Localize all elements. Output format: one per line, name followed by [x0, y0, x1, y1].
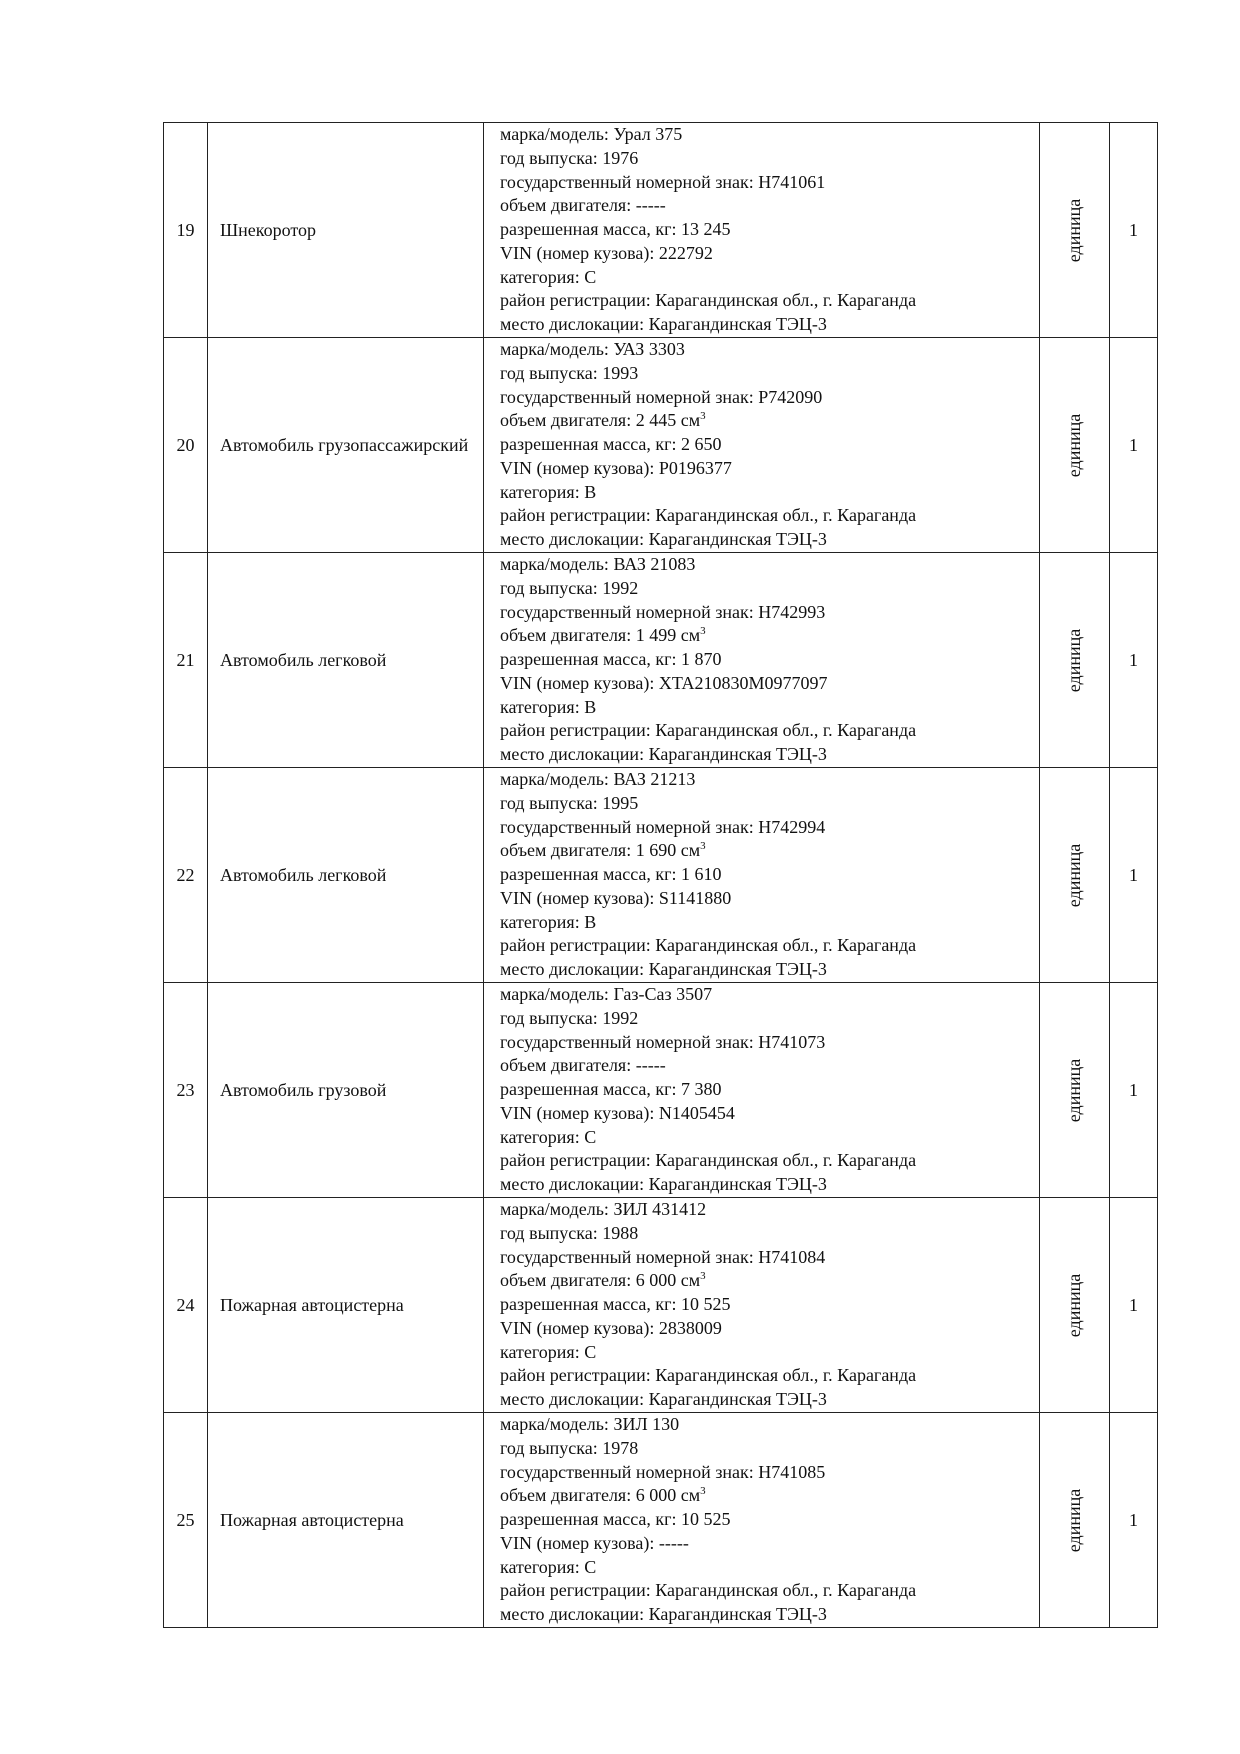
vehicle-name: Пожарная автоцистерна	[208, 1198, 484, 1413]
detail-label: государственный номерной знак:	[500, 1461, 759, 1482]
detail-label: государственный номерной знак:	[500, 816, 759, 837]
detail-plate	[500, 386, 1033, 410]
unit-cell	[1040, 1198, 1110, 1413]
detail-label: район регистрации:	[500, 1580, 656, 1601]
vehicle-name: Автомобиль легковой	[208, 768, 484, 983]
detail-region	[500, 934, 1033, 958]
vehicle-name: Автомобиль грузовой	[208, 983, 484, 1198]
detail-label: VIN (номер кузова):	[500, 242, 659, 263]
detail-label: категория:	[500, 696, 585, 717]
vehicle-details	[484, 123, 1040, 338]
detail-year	[500, 792, 1033, 816]
detail-label: VIN (номер кузова):	[500, 672, 659, 693]
unit-label: единица	[1064, 198, 1084, 262]
detail-value: ЗИЛ 130	[613, 1414, 680, 1435]
vehicle-details	[484, 983, 1040, 1198]
detail-label: государственный номерной знак:	[500, 1031, 759, 1052]
detail-brand-model	[500, 338, 1033, 362]
detail-year	[500, 1437, 1033, 1461]
detail-label: место дислокации:	[500, 958, 649, 979]
row-number: 20	[164, 338, 208, 553]
detail-region	[500, 719, 1033, 743]
detail-value: В	[584, 911, 597, 932]
detail-engine	[500, 1484, 1033, 1508]
detail-vin	[500, 1102, 1033, 1126]
vehicle-details	[484, 553, 1040, 768]
detail-label: год выпуска:	[500, 793, 603, 814]
detail-category	[500, 911, 1033, 935]
detail-value: 1 610	[681, 864, 722, 885]
row-number: 24	[164, 1198, 208, 1413]
detail-value: 1 870	[681, 649, 722, 670]
detail-region	[500, 1579, 1033, 1603]
detail-region	[500, 1149, 1033, 1173]
detail-value: P742090	[758, 386, 823, 407]
detail-value: 1976	[602, 148, 639, 169]
quantity: 1	[1110, 768, 1158, 983]
detail-value: Карагандинская обл., г. Караганда	[655, 1365, 917, 1386]
table-row	[164, 1198, 1158, 1413]
detail-value: 222792	[658, 242, 713, 263]
detail-value: 1 690	[635, 840, 677, 861]
detail-value: ВАЗ 21213	[613, 769, 696, 790]
engine-unit: см	[680, 625, 701, 646]
detail-vin	[500, 457, 1033, 481]
detail-mass	[500, 863, 1033, 887]
detail-region	[500, 289, 1033, 313]
detail-mass	[500, 218, 1033, 242]
quantity: 1	[1110, 553, 1158, 768]
detail-label: VIN (номер кузова):	[500, 887, 659, 908]
detail-value: 1992	[602, 1008, 639, 1029]
row-number: 19	[164, 123, 208, 338]
detail-label: разрешенная масса, кг:	[500, 649, 682, 670]
detail-location	[500, 743, 1033, 767]
detail-value: 6 000	[635, 1485, 677, 1506]
detail-value: 1993	[602, 363, 639, 384]
detail-value: С	[584, 1126, 597, 1147]
detail-location	[500, 1603, 1033, 1627]
detail-brand-model	[500, 1413, 1033, 1437]
detail-value: 1992	[602, 578, 639, 599]
detail-value: 2838009	[658, 1317, 722, 1338]
detail-brand-model	[500, 768, 1033, 792]
vehicle-details	[484, 1413, 1040, 1628]
detail-value: Карагандинская ТЭЦ-3	[648, 528, 827, 549]
detail-engine	[500, 409, 1033, 433]
detail-value: Карагандинская ТЭЦ-3	[648, 313, 827, 334]
quantity: 1	[1110, 983, 1158, 1198]
detail-label: район регистрации:	[500, 505, 656, 526]
detail-value: Карагандинская ТЭЦ-3	[648, 1603, 827, 1624]
vehicle-table	[163, 122, 1158, 1628]
detail-label: марка/модель:	[500, 769, 614, 790]
detail-value: Карагандинская обл., г. Караганда	[655, 1580, 917, 1601]
detail-plate	[500, 601, 1033, 625]
vehicle-details	[484, 768, 1040, 983]
detail-label: разрешенная масса, кг:	[500, 1509, 682, 1530]
detail-label: объем двигателя:	[500, 410, 636, 431]
detail-value: S1141880	[658, 887, 732, 908]
detail-label: объем двигателя:	[500, 1270, 636, 1291]
vehicle-name: Автомобиль легковой	[208, 553, 484, 768]
detail-year	[500, 1222, 1033, 1246]
engine-unit-sup: 3	[700, 1270, 706, 1283]
detail-label: государственный номерной знак:	[500, 171, 759, 192]
detail-label: место дислокации:	[500, 1603, 649, 1624]
detail-value: -----	[658, 1532, 689, 1553]
detail-value: С	[584, 266, 597, 287]
vehicle-details	[484, 1198, 1040, 1413]
unit-cell	[1040, 983, 1110, 1198]
detail-label: VIN (номер кузова):	[500, 1102, 659, 1123]
detail-plate	[500, 1031, 1033, 1055]
detail-year	[500, 1007, 1033, 1031]
detail-label: год выпуска:	[500, 1438, 603, 1459]
detail-label: район регистрации:	[500, 720, 656, 741]
table-row	[164, 553, 1158, 768]
detail-value: -----	[635, 195, 666, 216]
detail-label: категория:	[500, 1341, 585, 1362]
detail-label: разрешенная масса, кг:	[500, 434, 682, 455]
engine-unit: см	[680, 1485, 701, 1506]
detail-value: H741073	[758, 1031, 826, 1052]
quantity: 1	[1110, 338, 1158, 553]
detail-location	[500, 1173, 1033, 1197]
detail-label: район регистрации:	[500, 1365, 656, 1386]
unit-cell	[1040, 768, 1110, 983]
detail-value: В	[584, 696, 597, 717]
detail-label: разрешенная масса, кг:	[500, 864, 682, 885]
detail-value: -----	[635, 1055, 666, 1076]
detail-label: марка/модель:	[500, 1199, 614, 1220]
detail-value: H742993	[758, 601, 826, 622]
detail-label: год выпуска:	[500, 578, 603, 599]
unit-cell	[1040, 553, 1110, 768]
detail-mass	[500, 1508, 1033, 1532]
detail-label: разрешенная масса, кг:	[500, 219, 682, 240]
detail-value: 10 525	[681, 1294, 731, 1315]
detail-value: ЗИЛ 431412	[613, 1199, 707, 1220]
detail-plate	[500, 816, 1033, 840]
detail-value: УАЗ 3303	[613, 339, 685, 360]
detail-label: объем двигателя:	[500, 195, 636, 216]
detail-label: объем двигателя:	[500, 1485, 636, 1506]
vehicle-name: Автомобиль грузопассажирский	[208, 338, 484, 553]
detail-label: марка/модель:	[500, 984, 614, 1005]
detail-label: место дислокации:	[500, 743, 649, 764]
detail-value: Газ-Саз 3507	[613, 984, 713, 1005]
unit-label: единица	[1064, 1488, 1084, 1552]
detail-label: объем двигателя:	[500, 840, 636, 861]
detail-value: 1995	[602, 793, 639, 814]
detail-engine	[500, 1054, 1033, 1078]
detail-label: район регистрации:	[500, 935, 656, 956]
detail-mass	[500, 1078, 1033, 1102]
detail-label: категория:	[500, 1556, 585, 1577]
detail-label: год выпуска:	[500, 148, 603, 169]
vehicle-name: Шнекоротор	[208, 123, 484, 338]
detail-label: категория:	[500, 1126, 585, 1147]
detail-label: категория:	[500, 911, 585, 932]
detail-value: H741061	[758, 171, 826, 192]
detail-value: Карагандинская обл., г. Караганда	[655, 1150, 917, 1171]
detail-label: VIN (номер кузова):	[500, 1317, 659, 1338]
detail-label: место дислокации:	[500, 1388, 649, 1409]
detail-value: ВАЗ 21083	[613, 554, 696, 575]
detail-brand-model	[500, 983, 1033, 1007]
detail-region	[500, 504, 1033, 528]
unit-cell	[1040, 338, 1110, 553]
detail-label: год выпуска:	[500, 1223, 603, 1244]
detail-label: марка/модель:	[500, 339, 614, 360]
detail-engine	[500, 624, 1033, 648]
detail-mass	[500, 648, 1033, 672]
row-number: 23	[164, 983, 208, 1198]
detail-year	[500, 577, 1033, 601]
table-row	[164, 338, 1158, 553]
quantity: 1	[1110, 1198, 1158, 1413]
detail-plate	[500, 1246, 1033, 1270]
detail-label: разрешенная масса, кг:	[500, 1294, 682, 1315]
detail-vin	[500, 672, 1033, 696]
detail-mass	[500, 1293, 1033, 1317]
engine-unit-sup: 3	[700, 410, 706, 423]
detail-location	[500, 528, 1033, 552]
engine-unit: см	[680, 410, 701, 431]
unit-cell	[1040, 123, 1110, 338]
detail-category	[500, 481, 1033, 505]
detail-value: В	[584, 481, 597, 502]
detail-label: место дислокации:	[500, 528, 649, 549]
unit-label: единица	[1064, 1273, 1084, 1337]
row-number: 21	[164, 553, 208, 768]
detail-value: Карагандинская обл., г. Караганда	[655, 935, 917, 956]
detail-label: VIN (номер кузова):	[500, 1532, 659, 1553]
vehicle-name: Пожарная автоцистерна	[208, 1413, 484, 1628]
detail-year	[500, 362, 1033, 386]
table-row	[164, 983, 1158, 1198]
detail-value: С	[584, 1556, 597, 1577]
detail-value: XTA210830M0977097	[658, 672, 828, 693]
detail-label: марка/модель:	[500, 124, 614, 145]
detail-value: 2 650	[681, 434, 722, 455]
detail-label: район регистрации:	[500, 1150, 656, 1171]
detail-vin	[500, 242, 1033, 266]
unit-label: единица	[1064, 628, 1084, 692]
detail-value: 1978	[602, 1438, 639, 1459]
detail-engine	[500, 839, 1033, 863]
detail-value: Карагандинская обл., г. Караганда	[655, 290, 917, 311]
detail-value: 10 525	[681, 1509, 731, 1530]
detail-value: P0196377	[658, 457, 732, 478]
detail-value: H741085	[758, 1461, 826, 1482]
detail-brand-model	[500, 1198, 1033, 1222]
detail-value: 7 380	[681, 1079, 722, 1100]
detail-value: 6 000	[635, 1270, 677, 1291]
detail-location	[500, 958, 1033, 982]
row-number: 25	[164, 1413, 208, 1628]
detail-value: С	[584, 1341, 597, 1362]
table-row	[164, 768, 1158, 983]
detail-value: Карагандинская ТЭЦ-3	[648, 1173, 827, 1194]
detail-value: 1988	[602, 1223, 639, 1244]
detail-category	[500, 1126, 1033, 1150]
detail-value: Карагандинская ТЭЦ-3	[648, 1388, 827, 1409]
detail-label: категория:	[500, 266, 585, 287]
unit-cell	[1040, 1413, 1110, 1628]
detail-value: Карагандинская обл., г. Караганда	[655, 505, 917, 526]
detail-vin	[500, 1532, 1033, 1556]
detail-value: Карагандинская ТЭЦ-3	[648, 958, 827, 979]
unit-label: единица	[1064, 1058, 1084, 1122]
engine-unit-sup: 3	[700, 840, 706, 853]
detail-label: объем двигателя:	[500, 625, 636, 646]
detail-label: район регистрации:	[500, 290, 656, 311]
detail-label: марка/модель:	[500, 1414, 614, 1435]
detail-value: 13 245	[681, 219, 731, 240]
engine-unit-sup: 3	[700, 1485, 706, 1498]
detail-label: государственный номерной знак:	[500, 1246, 759, 1267]
engine-unit: см	[680, 840, 701, 861]
detail-value: Карагандинская ТЭЦ-3	[648, 743, 827, 764]
detail-category	[500, 696, 1033, 720]
detail-label: государственный номерной знак:	[500, 601, 759, 622]
detail-label: разрешенная масса, кг:	[500, 1079, 682, 1100]
quantity: 1	[1110, 1413, 1158, 1628]
detail-plate	[500, 1461, 1033, 1485]
row-number: 22	[164, 768, 208, 983]
detail-mass	[500, 433, 1033, 457]
detail-label: место дислокации:	[500, 1173, 649, 1194]
detail-value: 1 499	[635, 625, 677, 646]
detail-label: государственный номерной знак:	[500, 386, 759, 407]
detail-category	[500, 1556, 1033, 1580]
detail-value: Урал 375	[613, 124, 683, 145]
detail-value: H741084	[758, 1246, 826, 1267]
table-row	[164, 123, 1158, 338]
detail-engine	[500, 1269, 1033, 1293]
detail-value: 2 445	[635, 410, 677, 431]
detail-engine	[500, 194, 1033, 218]
detail-label: год выпуска:	[500, 363, 603, 384]
vehicle-details	[484, 338, 1040, 553]
quantity: 1	[1110, 123, 1158, 338]
detail-label: VIN (номер кузова):	[500, 457, 659, 478]
detail-category	[500, 266, 1033, 290]
detail-value: N1405454	[658, 1102, 735, 1123]
detail-region	[500, 1364, 1033, 1388]
detail-category	[500, 1341, 1033, 1365]
detail-vin	[500, 1317, 1033, 1341]
detail-label: категория:	[500, 481, 585, 502]
detail-label: марка/модель:	[500, 554, 614, 575]
detail-brand-model	[500, 123, 1033, 147]
detail-plate	[500, 171, 1033, 195]
detail-label: год выпуска:	[500, 1008, 603, 1029]
detail-label: объем двигателя:	[500, 1055, 636, 1076]
detail-location	[500, 1388, 1033, 1412]
detail-value: H742994	[758, 816, 826, 837]
engine-unit: см	[680, 1270, 701, 1291]
detail-vin	[500, 887, 1033, 911]
detail-location	[500, 313, 1033, 337]
detail-value: Карагандинская обл., г. Караганда	[655, 720, 917, 741]
detail-year	[500, 147, 1033, 171]
table-row	[164, 1413, 1158, 1628]
detail-label: место дислокации:	[500, 313, 649, 334]
unit-label: единица	[1064, 843, 1084, 907]
detail-brand-model	[500, 553, 1033, 577]
unit-label: единица	[1064, 413, 1084, 477]
engine-unit-sup: 3	[700, 625, 706, 638]
